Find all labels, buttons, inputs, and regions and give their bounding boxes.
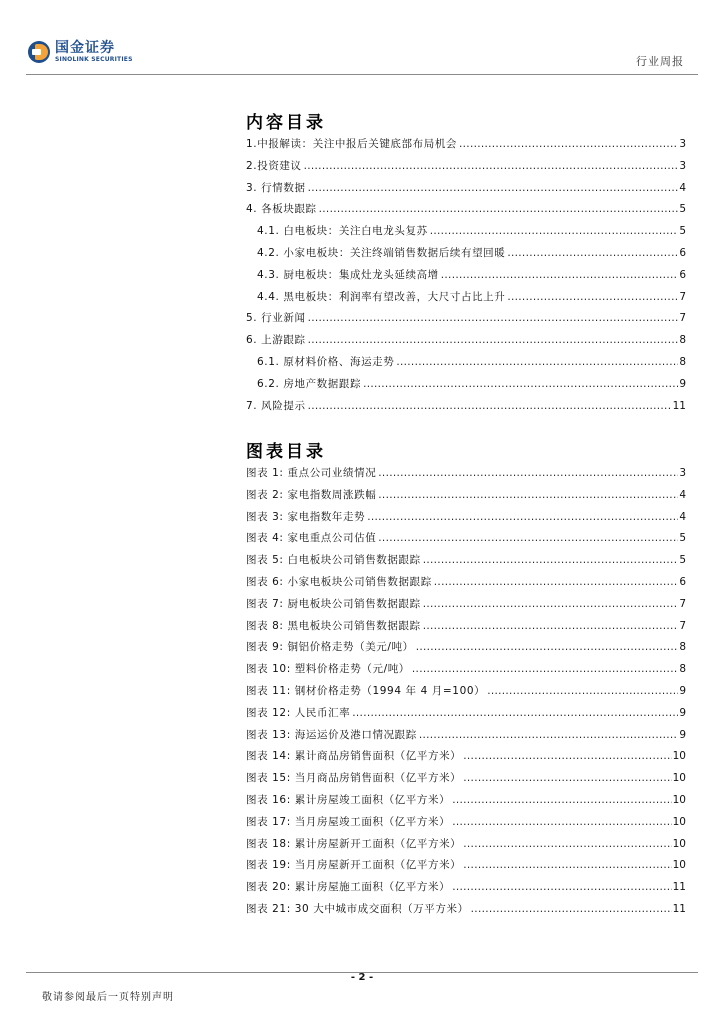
entry-title: 6.2. 房地产数据跟踪 <box>257 377 362 390</box>
toc-entry[interactable] <box>246 199 686 221</box>
entry-page-number: 9 <box>679 684 686 697</box>
figure-entry[interactable] <box>246 768 686 790</box>
entry-page-number: 6 <box>679 246 686 259</box>
figure-entry[interactable] <box>246 507 686 529</box>
entry-page-number: 10 <box>672 793 686 806</box>
entry-title: 6. 上游跟踪 <box>246 334 306 347</box>
entry-title: 图表 21: 30 大中城市成交面积（万平方米） <box>246 902 469 915</box>
entry-page-number: 4 <box>679 488 686 501</box>
dot-leader <box>378 528 678 550</box>
toc-entry[interactable] <box>246 265 686 287</box>
figure-entry[interactable] <box>246 790 686 812</box>
entry-page-number: 6 <box>679 268 686 281</box>
entry-page-number: 11 <box>672 399 686 412</box>
figure-entry[interactable] <box>246 463 686 485</box>
entry-title: 图表 10: 塑料价格走势（元/吨） <box>246 663 410 676</box>
entry-page-number: 3 <box>679 138 686 150</box>
entry-title: 6.1. 原材料价格、海运走势 <box>257 355 395 368</box>
entry-title: 图表 9: 铜铝价格走势（美元/吨） <box>246 641 414 654</box>
toc-entry[interactable] <box>246 178 686 200</box>
entry-page-number: 7 <box>679 312 686 325</box>
dot-leader <box>423 550 679 572</box>
entry-title: 图表 16: 累计房屋竣工面积（亿平方米） <box>246 793 451 806</box>
entry-page-number: 10 <box>672 859 686 872</box>
figure-entry[interactable] <box>246 485 686 507</box>
dot-leader <box>463 855 671 877</box>
toc-entry[interactable] <box>246 134 686 156</box>
entry-page-number: 5 <box>679 225 686 238</box>
dot-leader <box>308 308 679 330</box>
entry-page-number: 10 <box>672 772 686 785</box>
entry-title: 图表 20: 累计房屋施工面积（亿平方米） <box>246 881 451 894</box>
toc-entry[interactable] <box>246 374 686 396</box>
entry-page-number: 7 <box>679 290 686 303</box>
dot-leader <box>363 374 678 396</box>
entry-title: 5. 行业新闻 <box>246 312 306 325</box>
figure-entry[interactable] <box>246 637 686 659</box>
figure-entry[interactable] <box>246 659 686 681</box>
entry-title: 7. 风险提示 <box>246 399 306 412</box>
entry-title: 图表 15: 当月商品房销售面积（亿平方米） <box>246 772 462 785</box>
header-divider <box>26 74 698 75</box>
entry-title: 图表 1: 重点公司业绩情况 <box>246 467 377 479</box>
dot-leader <box>471 899 672 921</box>
entry-page-number: 3 <box>679 467 686 479</box>
entry-title: 图表 11: 钢材价格走势（1994 年 4 月=100） <box>246 684 486 697</box>
figure-entry[interactable] <box>246 877 686 899</box>
footer-disclaimer: 敬请参阅最后一页特别声明 <box>42 992 174 1003</box>
entry-page-number: 11 <box>672 881 686 894</box>
toc-entry[interactable] <box>246 330 686 352</box>
page-header <box>0 0 724 76</box>
entry-page-number: 7 <box>679 597 686 610</box>
dot-leader <box>423 616 679 638</box>
dot-leader <box>304 156 679 178</box>
contents-list <box>246 134 686 417</box>
figure-entry[interactable] <box>246 899 686 921</box>
dot-leader <box>463 834 671 856</box>
figure-entry[interactable] <box>246 616 686 638</box>
toc-entry[interactable] <box>246 396 686 418</box>
figure-entry[interactable] <box>246 725 686 747</box>
entry-title: 4.2. 小家电板块：关注终端销售数据后续有望回暖 <box>257 246 506 259</box>
entry-page-number: 9 <box>679 377 686 390</box>
dot-leader <box>396 352 678 374</box>
entry-page-number: 8 <box>679 663 686 676</box>
entry-page-number: 4 <box>679 510 686 523</box>
entry-title: 图表 13: 海运运价及港口情况跟踪 <box>246 728 417 741</box>
entry-page-number: 9 <box>679 706 686 719</box>
entry-title: 4. 各板块跟踪 <box>246 203 317 216</box>
company-logo <box>28 41 133 63</box>
dot-leader <box>441 265 679 287</box>
entry-title: 图表 7: 厨电板块公司销售数据跟踪 <box>246 597 421 610</box>
entry-page-number: 7 <box>679 619 686 632</box>
dot-leader <box>430 221 679 243</box>
entry-title: 2.投资建议 <box>246 159 302 172</box>
entry-page-number: 5 <box>679 203 686 216</box>
entry-title: 图表 14: 累计商品房销售面积（亿平方米） <box>246 750 462 763</box>
dot-leader <box>378 485 678 507</box>
figure-entry[interactable] <box>246 834 686 856</box>
contents-title: 内容目录 <box>246 113 326 133</box>
logo-icon <box>28 41 50 63</box>
dot-leader <box>416 637 679 659</box>
entry-title: 图表 19: 当月房屋新开工面积（亿平方米） <box>246 859 462 872</box>
entry-page-number: 10 <box>672 815 686 828</box>
figure-entry[interactable] <box>246 703 686 725</box>
toc-entry[interactable] <box>246 243 686 265</box>
dot-leader <box>308 396 672 418</box>
entry-page-number: 8 <box>679 641 686 654</box>
toc-entry[interactable] <box>246 308 686 330</box>
dot-leader <box>412 659 678 681</box>
dot-leader <box>352 703 678 725</box>
entry-page-number: 10 <box>672 837 686 850</box>
entry-title: 图表 3: 家电指数年走势 <box>246 510 366 523</box>
dot-leader <box>319 199 679 221</box>
entry-title: 图表 2: 家电指数周涨跌幅 <box>246 488 377 501</box>
dot-leader <box>507 287 678 309</box>
figure-entry[interactable] <box>246 572 686 594</box>
figure-entry[interactable] <box>246 855 686 877</box>
dot-leader <box>419 725 678 747</box>
entry-title: 4.3. 厨电板块：集成灶龙头延续高增 <box>257 268 439 281</box>
dot-leader <box>463 746 671 768</box>
entry-page-number: 4 <box>679 181 686 194</box>
dot-leader <box>308 178 679 200</box>
entry-title: 3. 行情数据 <box>246 181 306 194</box>
dot-leader <box>487 681 678 703</box>
logo-name-en: SINOLINK SECURITIES <box>55 56 133 63</box>
entry-title: 1.中报解读：关注中报后关键底部布局机会 <box>246 138 458 150</box>
dot-leader <box>434 572 679 594</box>
report-type: 行业周报 <box>636 55 684 68</box>
entry-page-number: 9 <box>679 728 686 741</box>
dot-leader <box>459 134 678 156</box>
page-number: - 2 - <box>350 972 374 983</box>
entry-title: 图表 8: 黑电板块公司销售数据跟踪 <box>246 619 421 632</box>
dot-leader <box>308 330 679 352</box>
entry-page-number: 8 <box>679 334 686 347</box>
dot-leader <box>367 507 678 529</box>
dot-leader <box>452 790 671 812</box>
entry-title: 图表 12: 人民币汇率 <box>246 706 351 719</box>
entry-page-number: 8 <box>679 355 686 368</box>
entry-page-number: 6 <box>679 575 686 588</box>
figure-entry[interactable] <box>246 528 686 550</box>
entry-title: 图表 4: 家电重点公司估值 <box>246 532 377 545</box>
entry-page-number: 10 <box>672 750 686 763</box>
entry-title: 图表 5: 白电板块公司销售数据跟踪 <box>246 554 421 567</box>
dot-leader <box>507 243 678 265</box>
entry-page-number: 5 <box>679 554 686 567</box>
dot-leader <box>463 768 671 790</box>
toc-entry[interactable] <box>246 287 686 309</box>
figures-list <box>246 463 686 921</box>
figure-entry[interactable] <box>246 550 686 572</box>
entry-title: 图表 6: 小家电板块公司销售数据跟踪 <box>246 575 432 588</box>
figure-entry[interactable] <box>246 746 686 768</box>
entry-page-number: 11 <box>672 902 686 915</box>
figures-title: 图表目录 <box>246 442 326 462</box>
entry-page-number: 3 <box>679 159 686 172</box>
toc-entry[interactable] <box>246 221 686 243</box>
dot-leader <box>452 812 671 834</box>
logo-name-cn: 国金证券 <box>55 40 115 56</box>
entry-title: 4.4. 黑电板块：利润率有望改善，大尺寸占比上升 <box>257 290 506 303</box>
figure-entry[interactable] <box>246 812 686 834</box>
dot-leader <box>378 463 678 485</box>
toc-entry[interactable] <box>246 156 686 178</box>
entry-title: 4.1. 白电板块：关注白电龙头复苏 <box>257 225 428 238</box>
entry-page-number: 5 <box>679 532 686 545</box>
figure-entry[interactable] <box>246 594 686 616</box>
toc-entry[interactable] <box>246 352 686 374</box>
entry-title: 图表 17: 当月房屋竣工面积（亿平方米） <box>246 815 451 828</box>
dot-leader <box>423 594 679 616</box>
figure-entry[interactable] <box>246 681 686 703</box>
dot-leader <box>452 877 671 899</box>
entry-title: 图表 18: 累计房屋新开工面积（亿平方米） <box>246 837 462 850</box>
